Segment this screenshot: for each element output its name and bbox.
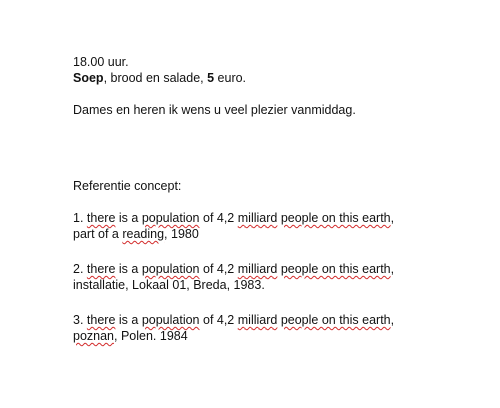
currency-text: euro. [214, 71, 247, 85]
menu-text: , brood en salade, [103, 71, 208, 85]
reference-item-2 [73, 261, 483, 293]
reference-item-1 [73, 210, 483, 242]
misspelled-word: there [86, 211, 116, 225]
misspelled-word: milliard [237, 211, 278, 225]
reference-item-detail: poznan, Polen. 1984 [73, 329, 188, 343]
misspelled-word: there [86, 262, 116, 276]
welcome-text: Dames en heren ik wens u veel plezier vanmiddag. [73, 103, 356, 117]
reference-item-3 [73, 312, 483, 344]
price-value: 5 [207, 71, 215, 85]
welcome-line [73, 102, 483, 118]
misspelled-word: there [86, 313, 116, 327]
misspelled-word: milliard [237, 313, 278, 327]
misspelled-word: population [141, 313, 200, 327]
misspelled-word: people on this earth [280, 262, 391, 276]
time-text: 18.00 uur. [73, 55, 129, 69]
misspelled-word: reading [122, 227, 165, 241]
soup-label: Soep [73, 71, 104, 85]
reference-item-line: 3. there is a population of 4,2 milliard people on this earth, [73, 313, 395, 327]
reference-item-detail: installatie, Lokaal 01, Breda, 1983. [73, 278, 265, 292]
misspelled-word: milliard [237, 262, 278, 276]
misspelled-word: poznan [73, 329, 115, 343]
misspelled-word: population [141, 262, 200, 276]
misspelled-word: people on this earth [280, 313, 391, 327]
reference-item-line: 1. there is a population of 4,2 milliard people on this earth, [73, 211, 395, 225]
misspelled-word: population [141, 211, 200, 225]
menu-line [73, 70, 483, 86]
misspelled-word: people on this earth [280, 211, 391, 225]
time-line [73, 54, 483, 70]
reference-item-detail: part of a reading, 1980 [73, 227, 199, 241]
document-body [73, 54, 483, 344]
reference-heading: Referentie concept: [73, 179, 182, 193]
reference-item-line: 2. there is a population of 4,2 milliard people on this earth, [73, 262, 395, 276]
